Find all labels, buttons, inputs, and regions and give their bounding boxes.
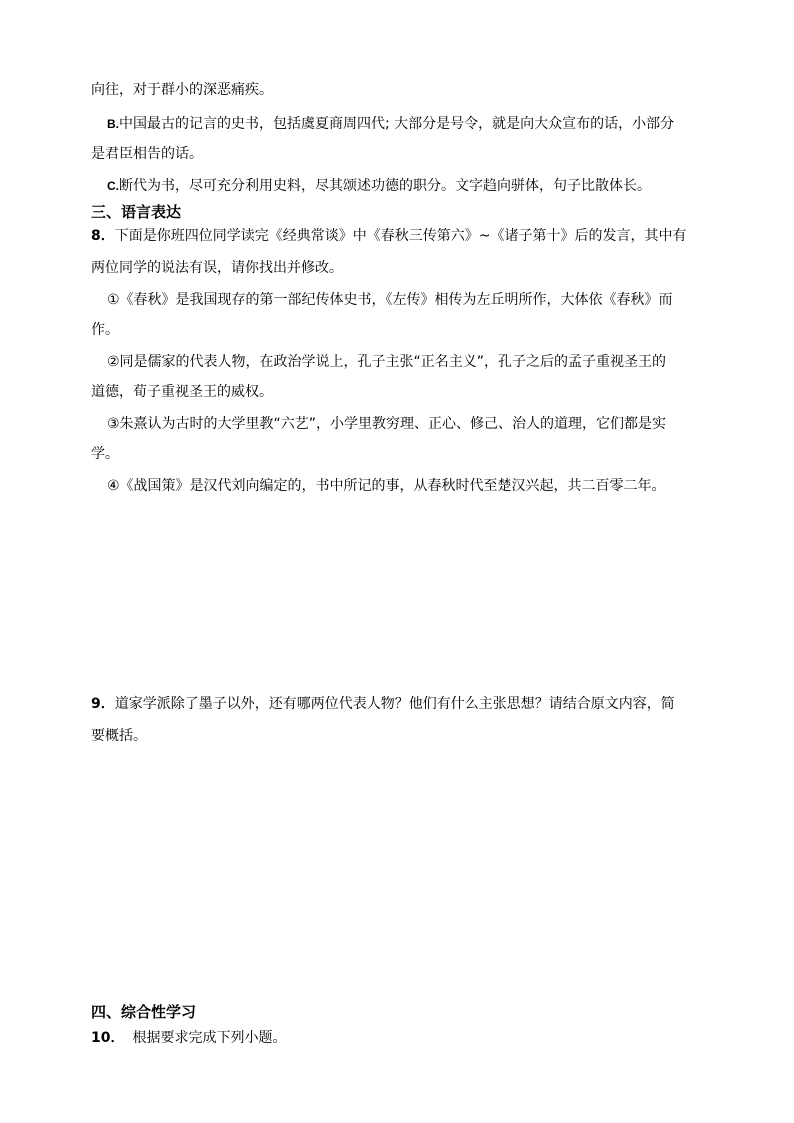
- option-b: [107, 114, 727, 134]
- question-number: 9．: [91, 696, 115, 712]
- question-text: 道家学派除了墨子以外，还有哪两位代表人物？他们有什么主张思想？请结合原文内容，简: [114, 696, 675, 712]
- question-8-continuation: 两位同学的说法有误，请你找出并修改。: [91, 260, 343, 276]
- question-9: [91, 694, 711, 714]
- statement-1: ①《春秋》是我国现存的第一部纪传体史书，《左传》相传为左丘明所作，大体依《春秋》而: [107, 292, 673, 308]
- question-10: [91, 1028, 711, 1048]
- question-number: 10．: [91, 1030, 125, 1046]
- statement-2: ②同是儒家的代表人物，在政治学说上，孔子主张“正名主义”，孔子之后的孟子重视圣王的: [107, 354, 667, 370]
- question-9-continuation: 要概括。: [91, 728, 147, 744]
- question-text: 下面是你班四位同学读完《经典常谈》中《春秋三传第六》~《诸子第十》后的发言，其中有: [114, 228, 687, 244]
- statement-3-continuation: 学。: [91, 446, 119, 462]
- option-letter: C.: [107, 179, 119, 193]
- option-text: 中国最古的记言的史书，包括虞夏商周四代; 大部分是号令，就是向大众宣布的话，小部分: [119, 116, 675, 132]
- section-heading-4: 四、综合性学习: [91, 1003, 197, 1021]
- question-8: [91, 226, 711, 246]
- option-letter: B.: [107, 117, 119, 131]
- option-c: [107, 176, 727, 196]
- option-b-continuation: 是君臣相告的话。: [91, 146, 203, 162]
- question-text: 根据要求完成下列小题。: [132, 1030, 287, 1046]
- statement-1-continuation: 作。: [91, 322, 119, 338]
- paragraph-line: 向往，对于群小的深恶痛疾。: [91, 82, 273, 98]
- statement-3: ③朱熹认为古时的大学里教“六艺”，小学里教穷理、正心、修己、治人的道理，它们都是实: [107, 416, 667, 432]
- statement-2-continuation: 道德，荀子重视圣王的威权。: [91, 384, 273, 400]
- statement-4: ④《战国策》是汉代刘向编定的，书中所记的事，从春秋时代至楚汉兴起，共二百零二年。: [107, 478, 666, 494]
- section-heading-3: 三、语言表达: [91, 203, 182, 221]
- question-number: 8．: [91, 228, 115, 244]
- option-text: 断代为书，尽可充分利用史料，尽其颂述功德的职分。文字趋向骈体，句子比散体长。: [119, 178, 651, 194]
